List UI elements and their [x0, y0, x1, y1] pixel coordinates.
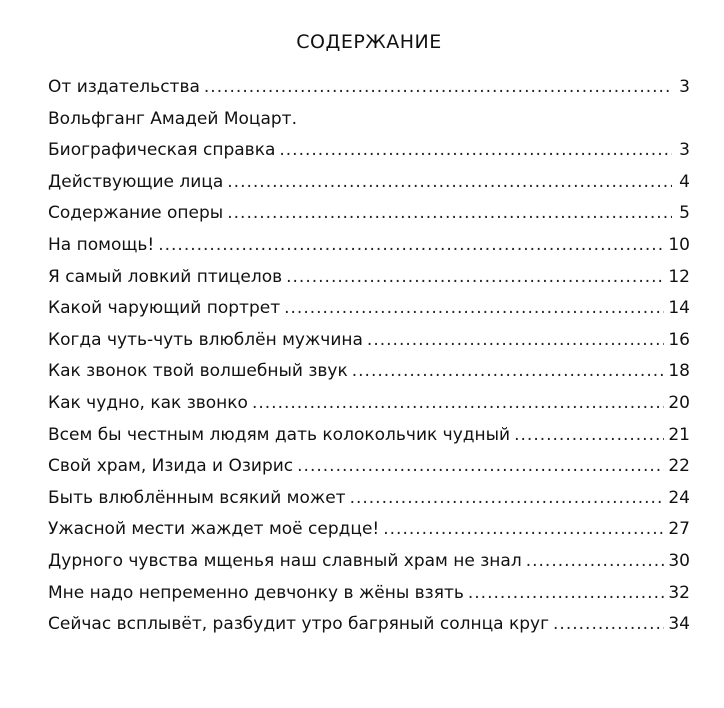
toc-entry-label: Действующие лица: [48, 171, 224, 192]
toc-entry-page: 18: [668, 361, 690, 382]
toc-leader: [526, 546, 665, 578]
toc-entry: [48, 167, 690, 199]
toc-leader: [286, 262, 664, 294]
toc-entry-label: Свой храм, Изида и Озирис: [48, 456, 294, 477]
toc-entry: [48, 578, 690, 610]
toc-entry-label: Какой чарующий портрет: [48, 298, 281, 319]
toc-entry-page: 14: [668, 298, 690, 319]
toc-entry-label: Мне надо непременно девчонку в жёны взять: [48, 582, 464, 603]
toc-entry: [48, 293, 690, 325]
toc-entry-page: 5: [679, 203, 690, 224]
toc-entry: [48, 514, 690, 546]
toc-entry-label: Ужасной мести жаждет моё сердце!: [48, 519, 380, 540]
toc-entry-page: 10: [668, 234, 690, 255]
toc-entry-page: 21: [668, 424, 690, 445]
toc-entry-label: Как чудно, как звонко: [48, 392, 248, 413]
toc-leader: [227, 198, 672, 230]
toc-entry: [48, 104, 690, 136]
toc-entry: [48, 135, 690, 167]
toc-entry: [48, 356, 690, 388]
toc-entry: [48, 420, 690, 452]
toc-entry: [48, 230, 690, 262]
toc-leader: [367, 325, 664, 357]
toc-entry: [48, 198, 690, 230]
toc-entry-page: 20: [668, 392, 690, 413]
toc-list: [48, 72, 690, 641]
toc-leader: [297, 451, 664, 483]
toc-entry-page: 24: [668, 487, 690, 508]
toc-entry-label: От издательства: [48, 77, 200, 97]
toc-title: СОДЕРЖАНИЕ: [296, 31, 442, 53]
toc-leader: [553, 609, 664, 641]
toc-entry-label: Биографическая справка: [48, 140, 276, 161]
toc-leader: [204, 72, 672, 104]
toc-leader: [158, 230, 664, 262]
toc-entry-label: Вольфганг Амадей Моцарт.: [48, 108, 297, 129]
toc-entry-page: 3: [679, 140, 690, 161]
toc-entry: [48, 325, 690, 357]
toc-entry-page: 3: [679, 77, 690, 97]
toc-leader: [227, 167, 672, 199]
toc-entry-label: Я самый ловкий птицелов: [48, 266, 283, 287]
toc-entry: [48, 609, 690, 641]
toc-leader: [514, 420, 664, 452]
toc-entry-page: 30: [668, 550, 690, 571]
toc-entry: [48, 72, 690, 104]
toc-entry-label: Дурного чувства мщенья наш славный храм не знал: [48, 550, 522, 571]
toc-entry-page: 4: [679, 171, 690, 192]
toc-entry: [48, 451, 690, 483]
toc-leader: [383, 514, 664, 546]
toc-entry: [48, 483, 690, 515]
toc-leader: [252, 388, 664, 420]
toc-entry-page: 27: [668, 519, 690, 540]
toc-entry-label: На помощь!: [48, 234, 155, 255]
toc-entry-label: Сейчас всплывёт, разбудит утро багряный солнца круг: [48, 614, 550, 635]
toc-entry: [48, 262, 690, 294]
toc-leader: [350, 483, 665, 515]
toc-entry-label: Когда чуть-чуть влюблён мужчина: [48, 329, 363, 350]
toc-entry-page: 34: [668, 614, 690, 635]
toc-entry-page: 32: [668, 582, 690, 603]
toc-entry-label: Содержание оперы: [48, 203, 224, 224]
toc-leader: [352, 356, 665, 388]
toc-entry-label: Как звонок твой волшебный звук: [48, 361, 348, 382]
toc-leader: [284, 293, 664, 325]
toc-entry: [48, 388, 690, 420]
toc-entry-page: 12: [668, 266, 690, 287]
toc-entry-page: 22: [668, 456, 690, 477]
toc-entry: [48, 546, 690, 578]
toc-entry-label: Всем бы честным людям дать колокольчик чудный: [48, 424, 511, 445]
toc-entry-page: 16: [668, 329, 690, 350]
toc-leader: [279, 135, 672, 167]
toc-entry-label: Быть влюблённым всякий может: [48, 487, 346, 508]
toc-leader: [468, 578, 664, 610]
